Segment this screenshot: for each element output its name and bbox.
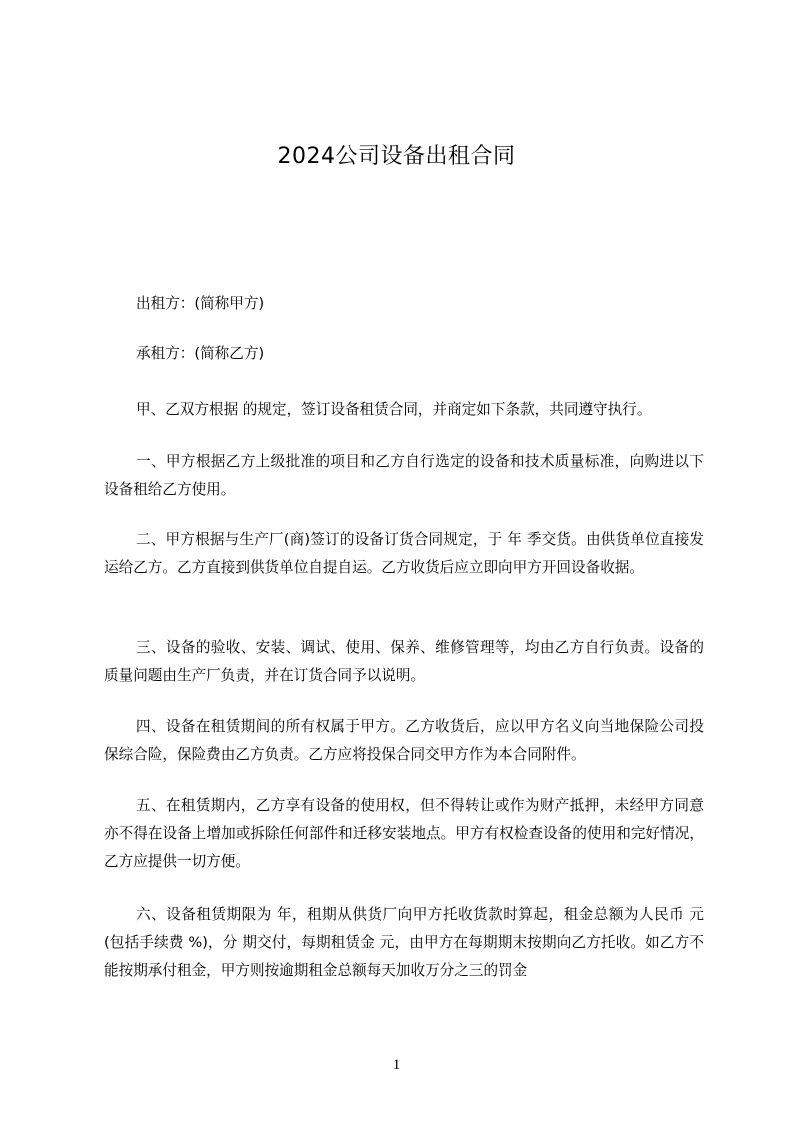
clause-3: 三、设备的验收、安装、调试、使用、保养、维修管理等，均由乙方自行负责。设备的质量问题由生产厂负责，并在订货合同予以说明。: [104, 639, 704, 684]
page-number: 1: [392, 1057, 401, 1073]
clause-4: 四、设备在租赁期间的所有权属于甲方。乙方收货后，应以甲方名义向当地保险公司投保综合险，保险费由乙方负责。乙方应将投保合同交甲方作为本合同附件。: [104, 718, 704, 763]
clause-1: 一、甲方根据乙方上级批准的项目和乙方自行选定的设备和技术质量标准，向购进以下设备租给乙方使用。: [104, 453, 704, 498]
clause-6: 六、设备租赁期限为 年，租期从供货厂向甲方托收货款时算起，租金总额为人民币 元(包括手续费 %)，分 期交付，每期租赁金 元，由甲方在每期期末按期向乙方托收。如乙方不能按期承付租金，甲方则按逾期租金总额每天加收万分之三的罚金: [104, 906, 704, 979]
clause-5: 五、在租赁期内，乙方享有设备的使用权，但不得转让或作为财产抵押，未经甲方同意亦不得在设备上增加或拆除任何部件和迁移安装地点。甲方有权检查设备的使用和完好情况，乙方应提供一切方便。: [104, 797, 704, 870]
document-title: 2024公司设备出租合同: [277, 144, 516, 169]
clause-2: 二、甲方根据与生产厂(商)签订的设备订货合同规定，于 年 季交货。由供货单位直接发运给乙方。乙方直接到供货单位自提自运。乙方收货后应立即向甲方开回设备收据。: [104, 531, 704, 576]
clause-preamble: 甲、乙双方根据 的规定，签订设备租赁合同，并商定如下条款，共同遵守执行。: [136, 401, 652, 418]
lessor-line: 出租方：(简称甲方): [136, 295, 265, 312]
lessee-line: 承租方：(简称乙方): [136, 345, 265, 362]
